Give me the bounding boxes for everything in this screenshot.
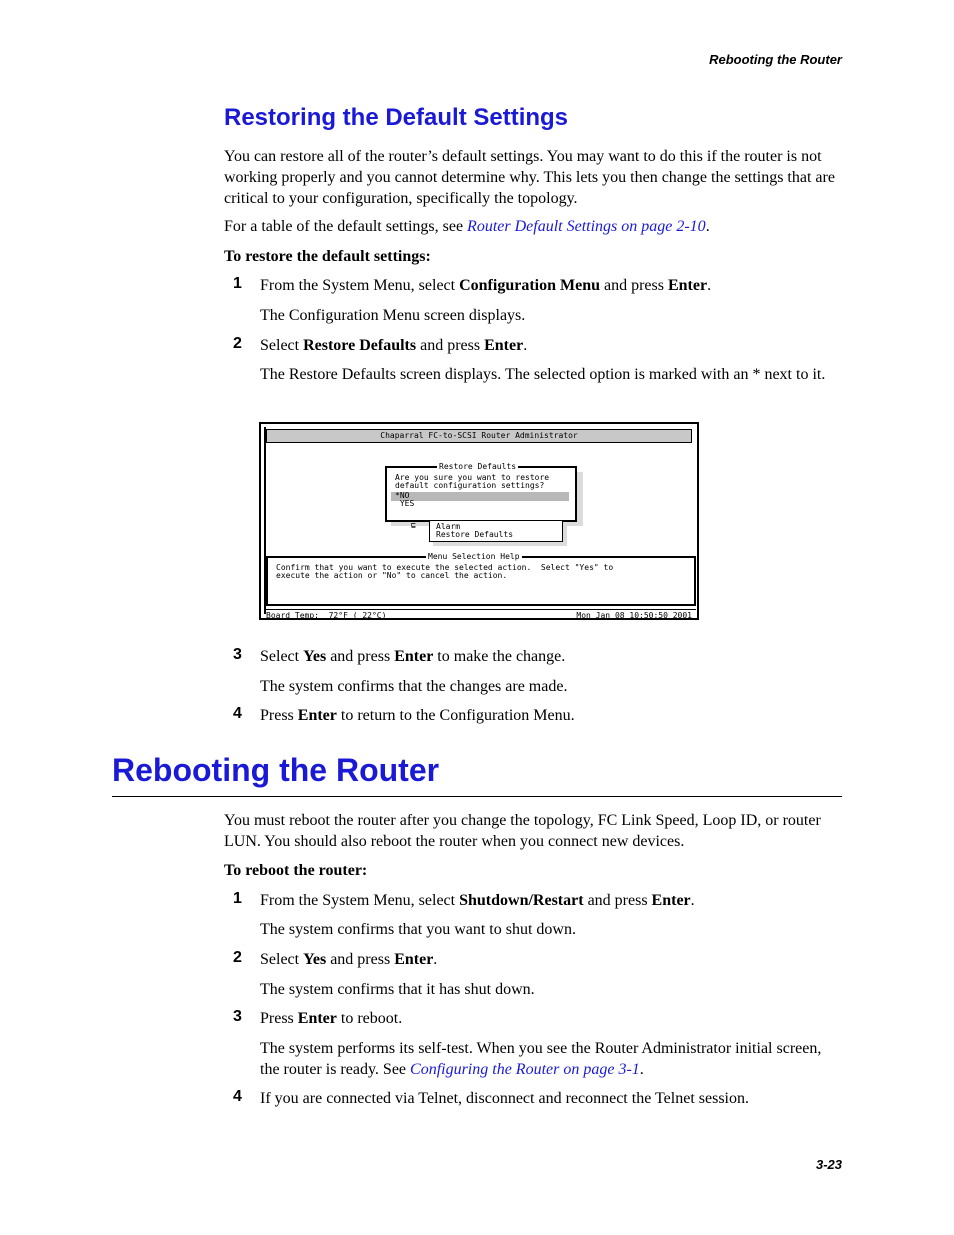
board-temperature: Board Temp: 72°F ( 22°C) <box>266 611 387 620</box>
option-no[interactable]: *NO <box>395 491 410 500</box>
heading-rule <box>112 796 842 797</box>
step-text: If you are connected via Telnet, disconnect and reconnect the Telnet session. <box>260 1090 749 1107</box>
router-default-settings-link[interactable]: Router Default Settings on page 2-10 <box>467 218 706 235</box>
terminal-screenshot <box>259 422 699 620</box>
dialog-title: Restore Defaults <box>439 462 517 471</box>
section-intro: You can restore all of the router’s default settings. You may want to do this if the router is not working properly and you cannot determine why. This lets you then change the settings that are critical to your configuration, specifically the topology. <box>224 148 835 207</box>
menu-item-alarm[interactable]: Alarm <box>436 522 461 531</box>
menu-item-restore-defaults[interactable]: Restore Defaults <box>436 530 514 539</box>
step-number: 2 <box>233 949 242 966</box>
restore-defaults-dialog <box>385 462 577 522</box>
step-result: The system confirms that it has shut down. <box>260 981 535 998</box>
step-number: 3 <box>233 1008 242 1025</box>
menu-selection-help <box>266 552 696 606</box>
dialog-question-line: default configuration settings? <box>395 481 545 490</box>
step-number: 3 <box>233 646 242 663</box>
terminal-status-bar <box>264 609 696 620</box>
step-result: The Configuration Menu screen displays. <box>260 307 526 324</box>
step-text: Select Yes and press Enter. <box>260 951 438 968</box>
see-also-suffix: . <box>705 218 710 235</box>
running-header: Rebooting the Router <box>709 52 842 67</box>
help-text-line: Confirm that you want to execute the selected action. Select "Yes" to <box>276 563 614 572</box>
help-text-line: execute the action or "No" to cancel the action. <box>276 571 508 580</box>
step-number: 1 <box>233 275 242 292</box>
chapter-intro: You must reboot the router after you change the topology, FC Link Speed, Loop ID, or router LUN. You should also reboot the router when you connect new devices. <box>224 812 821 850</box>
step-result: The Restore Defaults screen displays. The selected option is marked with an * next to it. <box>260 366 826 383</box>
selected-option-highlight <box>391 492 569 501</box>
step-text: From the System Menu, select Shutdown/Restart and press Enter. <box>260 892 695 909</box>
see-also-prefix: For a table of the default settings, see <box>224 218 468 235</box>
section-title: Restoring the Default Settings <box>224 104 569 131</box>
configuration-submenu <box>429 520 563 542</box>
step-number: 4 <box>233 705 242 722</box>
page-number: 3-23 <box>815 1157 842 1172</box>
step-result: The system confirms that the changes are made. <box>260 678 568 695</box>
help-title: Menu Selection Help <box>428 552 520 561</box>
step-text: Select Yes and press Enter to make the change. <box>260 648 566 665</box>
option-yes[interactable]: YES <box>395 499 415 508</box>
step-text: Select Restore Defaults and press Enter. <box>260 337 528 354</box>
terminal-clock: Mon Jan 08 10:50:50 2001 <box>576 611 692 620</box>
procedure-heading: To restore the default settings: <box>224 248 431 265</box>
terminal-title-bar: Chaparral FC-to-SCSI Router Administrator <box>266 429 692 443</box>
menu-marker-glyph: ⊑ <box>411 521 416 530</box>
step-text: From the System Menu, select Configuration Menu and press Enter. <box>260 277 712 294</box>
configuring-router-link[interactable]: Configuring the Router on page 3-1 <box>410 1061 640 1078</box>
step-result: The system performs its self-test. When you see the Router Administrator initial screen, the router is ready. See Configuring the Router on page 3-1. <box>260 1040 822 1078</box>
step-result: The system confirms that you want to shut down. <box>260 921 576 938</box>
step-number: 1 <box>233 890 242 907</box>
see-also-paragraph <box>224 216 842 237</box>
step-number: 2 <box>233 335 242 352</box>
dialog-question-line: Are you sure you want to restore <box>395 473 550 482</box>
step-number: 4 <box>233 1088 242 1105</box>
step-text: Press Enter to return to the Configuration Menu. <box>260 707 575 724</box>
procedure-heading: To reboot the router: <box>224 862 368 879</box>
chapter-title: Rebooting the Router <box>112 752 440 788</box>
step-text: Press Enter to reboot. <box>260 1010 403 1027</box>
